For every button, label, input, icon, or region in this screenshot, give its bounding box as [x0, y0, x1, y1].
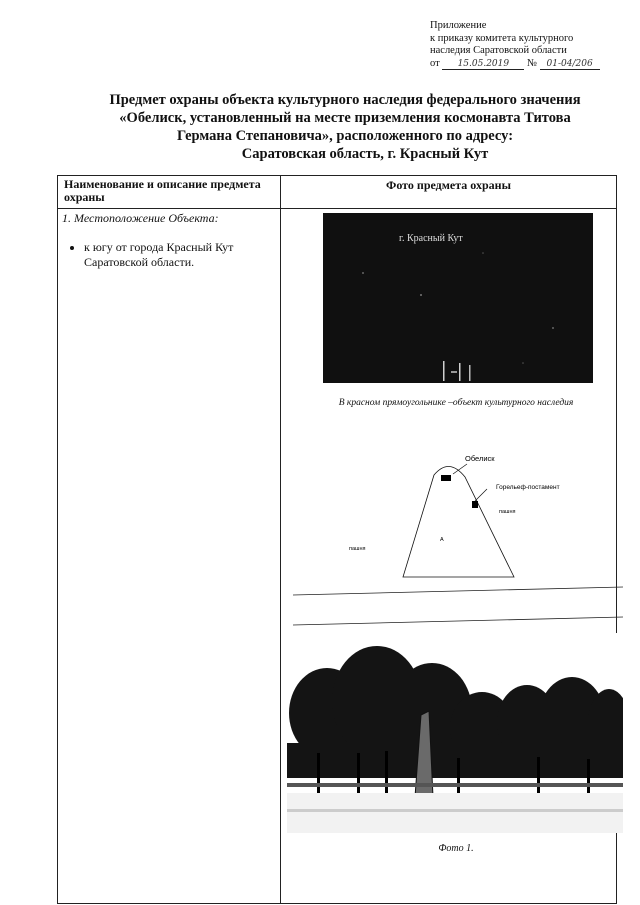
photo-cell: [281, 209, 617, 904]
obelisk-photo-graphic: [287, 633, 623, 833]
appendix-from-label: от: [430, 57, 440, 69]
field-left-label: пашня: [349, 546, 366, 552]
obelisk-photo-caption: Фото 1.: [438, 843, 474, 854]
table-row: [58, 209, 617, 904]
center-label: А: [440, 537, 444, 543]
appendix-date-row: [430, 58, 600, 71]
appendix-date: 15.05.2019: [442, 59, 524, 70]
protection-table: [57, 175, 617, 904]
appendix-number: 01-04/206: [540, 59, 600, 70]
road-line-1: [293, 587, 623, 595]
pedestal-label: Горельеф-постамент: [496, 484, 560, 491]
header-description: Наименование и описание предмета охраны: [58, 176, 281, 209]
appendix-line-2: к приказу комитета культурного: [430, 32, 574, 44]
appendix-number-sign: №: [526, 57, 537, 69]
satellite-caption: В красном прямоугольнике –объект культурного наследия: [338, 398, 574, 408]
field-right-label: пашня: [499, 509, 516, 515]
location-number: 1.: [62, 211, 71, 225]
pedestal-leader: [475, 489, 487, 501]
obelisk-marker: [441, 475, 451, 481]
pedestal-marker: [472, 501, 478, 508]
location-heading-text: Местоположение Объекта:: [74, 211, 219, 225]
appendix-line-1: Приложение: [430, 20, 487, 31]
appendix-block: [430, 20, 600, 70]
table-header-row: [58, 176, 617, 209]
obelisk-label: Обелиск: [465, 454, 495, 463]
page-title: [50, 91, 640, 163]
site-scheme: [289, 437, 625, 627]
title-line-3: Германа Степановича», расположенного по адресу:: [176, 128, 514, 144]
obelisk-photo: [287, 633, 623, 833]
title-line-4: Саратовская область, г. Красный Кут: [241, 146, 489, 162]
satellite-photo: [323, 213, 593, 383]
location-item: • к югу от города Красный Кут Саратовской области.: [84, 240, 276, 270]
description-cell: [58, 209, 281, 904]
title-line-2: «Обелиск, установленный на месте приземления космонавта Титова: [119, 110, 571, 126]
satellite-city-label: г. Красный Кут: [399, 233, 463, 244]
location-list: [62, 240, 276, 270]
appendix-line-3: наследия Саратовской области: [430, 45, 567, 56]
obelisk-leader: [453, 464, 467, 474]
road-line-2: [293, 617, 623, 625]
location-heading: [62, 211, 276, 226]
header-photo: Фото предмета охраны: [281, 176, 617, 209]
title-line-1: Предмет охраны объекта культурного наследия федерального значения: [109, 92, 581, 108]
